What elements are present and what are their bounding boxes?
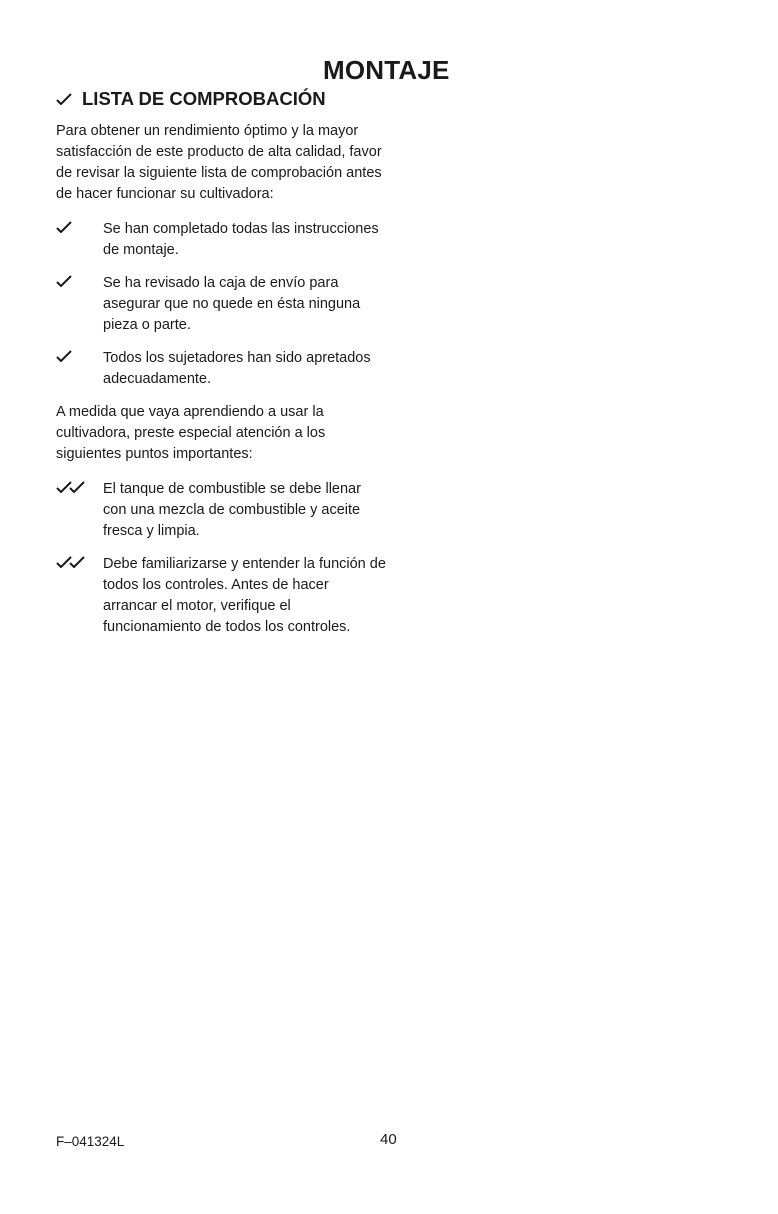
important-item — [56, 479, 386, 542]
checklist-item-text: Se han completado todas las instrucciones de montaje. — [103, 221, 379, 258]
page-number: 40 — [380, 1131, 397, 1148]
important-item — [56, 554, 386, 638]
important-list — [56, 479, 386, 638]
checkmark-icon — [56, 219, 103, 233]
checklist-content — [56, 121, 386, 650]
document-code: F–041324L — [56, 1134, 125, 1149]
section-title — [56, 88, 326, 110]
double-checkmark-icon — [56, 479, 103, 493]
section-title-text: LISTA DE COMPROBACIÓN — [82, 88, 326, 109]
page-heading: MONTAJE — [323, 55, 450, 85]
checklist-item — [56, 348, 386, 390]
checklist-item-text: Se ha revisado la caja de envío para asegurar que no quede en ésta ninguna pieza o parte. — [103, 275, 361, 333]
checkmark-icon — [56, 93, 72, 105]
checklist-item — [56, 219, 386, 261]
important-points-paragraph: A medida que vaya aprendiendo a usar la cultivadora, preste especial atención a los siguientes puntos importantes: — [56, 404, 326, 462]
intro-paragraph: Para obtener un rendimiento óptimo y la mayor satisfacción de este producto de alta calidad, favor de revisar la siguiente lista de comprobación antes de hacer funcionar su cultivadora: — [56, 123, 382, 202]
checkmark-icon — [56, 273, 103, 287]
double-checkmark-icon — [56, 554, 103, 568]
checkmark-icon — [56, 348, 103, 362]
checklist — [56, 219, 386, 390]
important-item-text: El tanque de combustible se debe llenar con una mezcla de combustible y aceite fresca y limpia. — [103, 481, 361, 539]
checklist-item — [56, 273, 386, 336]
important-item-text: Debe familiarizarse y entender la función de todos los controles. Antes de hacer arrancar el motor, verifique el funcionamiento de todos los controles. — [103, 556, 386, 635]
checklist-item-text: Todos los sujetadores han sido apretados adecuadamente. — [103, 350, 371, 387]
